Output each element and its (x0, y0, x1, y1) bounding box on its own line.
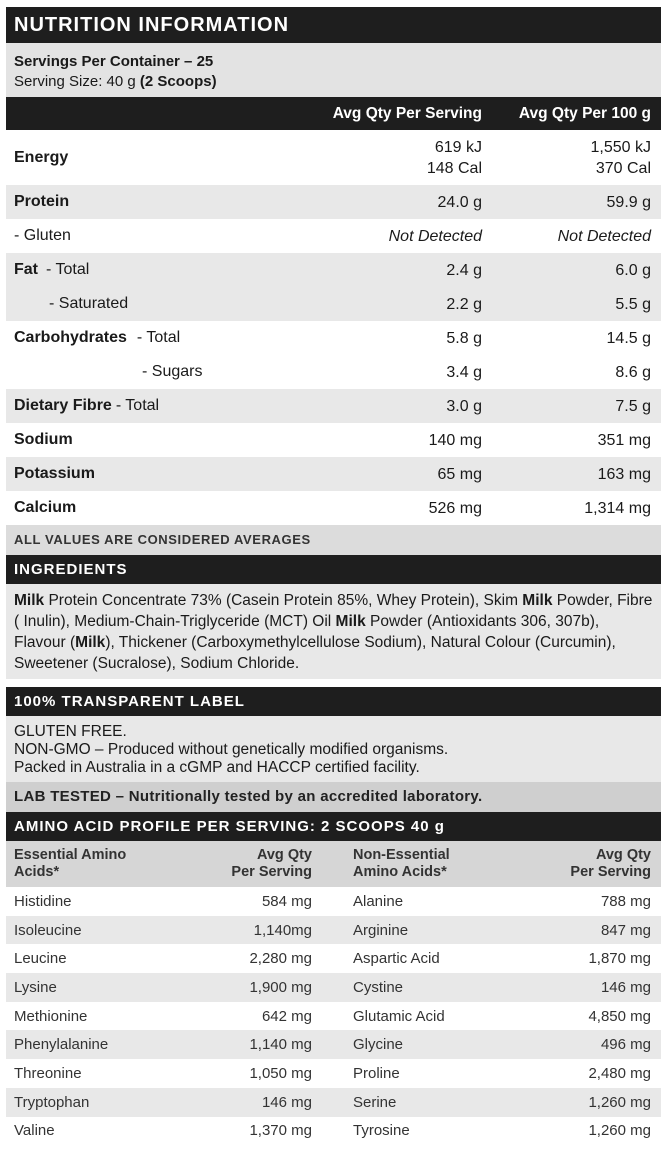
per100-value: 1,550 kJ (590, 138, 651, 156)
non-gmo-line: NON-GMO – Produced without genetically modified organisms. (14, 741, 449, 758)
nutrient-sublabel: - Gluten (14, 227, 71, 244)
nutrition-row-dietary-fibre (6, 389, 661, 423)
nutrient-label: Sodium (14, 431, 73, 448)
non-essential-qty: 496 mg (600, 1036, 651, 1054)
serving-size (14, 72, 653, 92)
non-essential-acid: Tyrosine (353, 1122, 410, 1140)
table-row (6, 916, 661, 945)
servings-info (6, 43, 661, 97)
amino-table-body (6, 887, 661, 1145)
transparent-label-text (6, 716, 661, 782)
nutrient-label: Carbohydrates (14, 329, 127, 346)
allergen-milk: Milk (75, 634, 106, 651)
essential-acid: Lysine (14, 978, 57, 996)
serving-size-text: Serving Size: 40 g (14, 73, 140, 90)
nutrition-row-sodium (6, 423, 661, 457)
transparent-label-heading: 100% TRANSPARENT LABEL (6, 687, 661, 716)
header-non-essential-qty: Per Serving (570, 864, 651, 880)
serving-size-scoops: (2 Scoops) (139, 73, 217, 90)
table-row (6, 973, 661, 1002)
non-essential-acid: Arginine (353, 921, 409, 939)
serving-value: 5.8 g (446, 329, 482, 347)
essential-acid: Leucine (14, 950, 67, 968)
essential-acid: Threonine (14, 1064, 82, 1082)
per100-value: Not Detected (557, 227, 651, 245)
essential-qty: 1,050 mg (249, 1064, 312, 1082)
nutrition-row-fat-total (6, 253, 661, 287)
header-essential-qty: Per Serving (231, 864, 312, 880)
nutrient-label: Calcium (14, 499, 77, 516)
essential-acid: Histidine (14, 892, 72, 910)
non-essential-qty: 2,480 mg (588, 1064, 651, 1082)
per100-value: 370 Cal (595, 159, 651, 177)
non-essential-acid: Serine (353, 1093, 397, 1111)
nutrient-label: Potassium (14, 465, 95, 482)
servings-per-container: Servings Per Container – 25 (14, 53, 214, 70)
essential-acid: Phenylalanine (14, 1036, 109, 1054)
essential-acid: Isoleucine (14, 921, 82, 939)
nutrition-row-potassium (6, 457, 661, 491)
essential-qty: 1,140mg (253, 921, 312, 939)
serving-value: 619 kJ (434, 138, 482, 156)
per100-value: 7.5 g (615, 397, 651, 415)
non-essential-acid: Alanine (353, 892, 404, 910)
essential-qty: 1,370 mg (249, 1122, 312, 1140)
header-per-serving: Avg Qty Per Serving (332, 104, 482, 122)
header-non-essential-qty: Avg Qty (595, 847, 651, 863)
essential-qty: 642 mg (261, 1007, 312, 1025)
panel-title: NUTRITION INFORMATION (6, 7, 661, 43)
per100-value: 163 mg (597, 465, 651, 483)
table-row (6, 1088, 661, 1117)
non-essential-qty: 4,850 mg (588, 1007, 651, 1025)
header-non-essential: Non-Essential (353, 847, 450, 863)
nutrition-row-fat-saturated (6, 287, 661, 321)
serving-value: 140 mg (428, 431, 482, 449)
header-essential: Acids* (14, 864, 60, 880)
non-essential-acid: Cystine (353, 978, 404, 996)
per100-value: 8.6 g (615, 363, 651, 381)
amino-table-header (6, 841, 661, 887)
non-essential-qty: 788 mg (600, 892, 651, 910)
lab-tested-banner: LAB TESTED – Nutritionally tested by an accredited laboratory. (6, 782, 661, 812)
non-essential-qty: 847 mg (600, 921, 651, 939)
serving-value: 3.0 g (446, 397, 482, 415)
nutrition-row-carbohydrates-sugars (6, 355, 661, 389)
serving-value: 148 Cal (426, 159, 482, 177)
ingredients-text (6, 584, 661, 679)
per100-value: 6.0 g (615, 261, 651, 279)
non-essential-qty: 1,260 mg (588, 1122, 651, 1140)
essential-acid: Tryptophan (14, 1093, 90, 1111)
gluten-free-line: GLUTEN FREE. (14, 723, 127, 740)
header-non-essential: Amino Acids* (353, 864, 447, 880)
serving-value: Not Detected (388, 227, 482, 245)
essential-qty: 146 mg (261, 1093, 312, 1111)
per100-value: 59.9 g (606, 193, 651, 211)
serving-value: 3.4 g (446, 363, 482, 381)
table-row (6, 887, 661, 916)
essential-qty: 1,900 mg (249, 978, 312, 996)
nutrient-sublabel: - Total (136, 329, 181, 346)
nutrition-row-carbohydrates-total (6, 321, 661, 355)
averages-note: ALL VALUES ARE CONSIDERED AVERAGES (6, 525, 661, 555)
allergen-milk: Milk (14, 592, 45, 609)
nutrient-sublabel: - Saturated (49, 295, 129, 312)
ingredients-part: Protein Concentrate 73% (Casein Protein 85%, Whey Protein), Skim (44, 592, 523, 609)
non-essential-acid: Glutamic Acid (353, 1007, 445, 1025)
nutrition-panel (6, 7, 661, 1145)
essential-qty: 584 mg (261, 892, 312, 910)
non-essential-acid: Aspartic Acid (353, 950, 440, 968)
allergen-milk: Milk (335, 613, 366, 630)
nutrition-row-energy (6, 130, 661, 185)
ingredients-part: Powder (Antioxidants 306, 307b), Flavour ( (14, 613, 600, 651)
table-row (6, 944, 661, 973)
nutrition-table-header (6, 97, 661, 130)
essential-acid: Methionine (14, 1007, 88, 1025)
table-row (6, 1030, 661, 1059)
nutrient-sublabel: - Total (115, 397, 160, 414)
non-essential-acid: Proline (353, 1064, 400, 1082)
table-row (6, 1117, 661, 1146)
nutrient-label: Energy (14, 148, 69, 166)
nutrient-label: Dietary Fibre (14, 397, 112, 414)
serving-value: 2.2 g (446, 295, 482, 313)
non-essential-qty: 1,870 mg (588, 950, 651, 968)
essential-acid: Valine (14, 1122, 55, 1140)
header-essential-qty: Avg Qty (256, 847, 312, 863)
non-essential-qty: 1,260 mg (588, 1093, 651, 1111)
non-essential-acid: Glycine (353, 1036, 404, 1054)
non-essential-qty: 146 mg (600, 978, 651, 996)
essential-qty: 1,140 mg (249, 1036, 312, 1054)
packed-line: Packed in Australia in a cGMP and HACCP certified facility. (14, 759, 420, 776)
table-row (6, 1059, 661, 1088)
serving-value: 2.4 g (446, 261, 482, 279)
ingredients-heading: INGREDIENTS (6, 555, 661, 584)
per100-value: 1,314 mg (584, 499, 651, 517)
nutrient-sublabel: - Sugars (142, 363, 203, 380)
serving-value: 526 mg (428, 499, 482, 517)
ingredients-part: ), Thickener (Carboxymethylcellulose Sodium), Natural Colour (Curcumin), Sweetener (Sucralose), Sodium Chloride. (14, 634, 616, 672)
table-row (6, 1002, 661, 1031)
serving-value: 65 mg (437, 465, 482, 483)
ingredients-part: Powder, Fibre ( Inulin), Medium-Chain-Triglyceride (MCT) Oil (14, 592, 653, 630)
per100-value: 351 mg (597, 431, 651, 449)
header-per-100g: Avg Qty Per 100 g (518, 104, 651, 122)
amino-acid-heading: AMINO ACID PROFILE PER SERVING: 2 SCOOPS 40 g (6, 812, 661, 841)
essential-qty: 2,280 mg (249, 950, 312, 968)
per100-value: 14.5 g (606, 329, 651, 347)
allergen-milk: Milk (522, 592, 553, 609)
nutrient-label: Protein (14, 193, 70, 210)
serving-value: 24.0 g (437, 193, 482, 211)
nutrient-label: Fat (14, 261, 38, 278)
nutrition-row-calcium (6, 491, 661, 525)
nutrition-row-protein (6, 185, 661, 219)
nutrient-sublabel: - Total (46, 261, 90, 278)
nutrition-row-gluten (6, 219, 661, 253)
per100-value: 5.5 g (615, 295, 651, 313)
header-essential: Essential Amino (14, 847, 127, 863)
